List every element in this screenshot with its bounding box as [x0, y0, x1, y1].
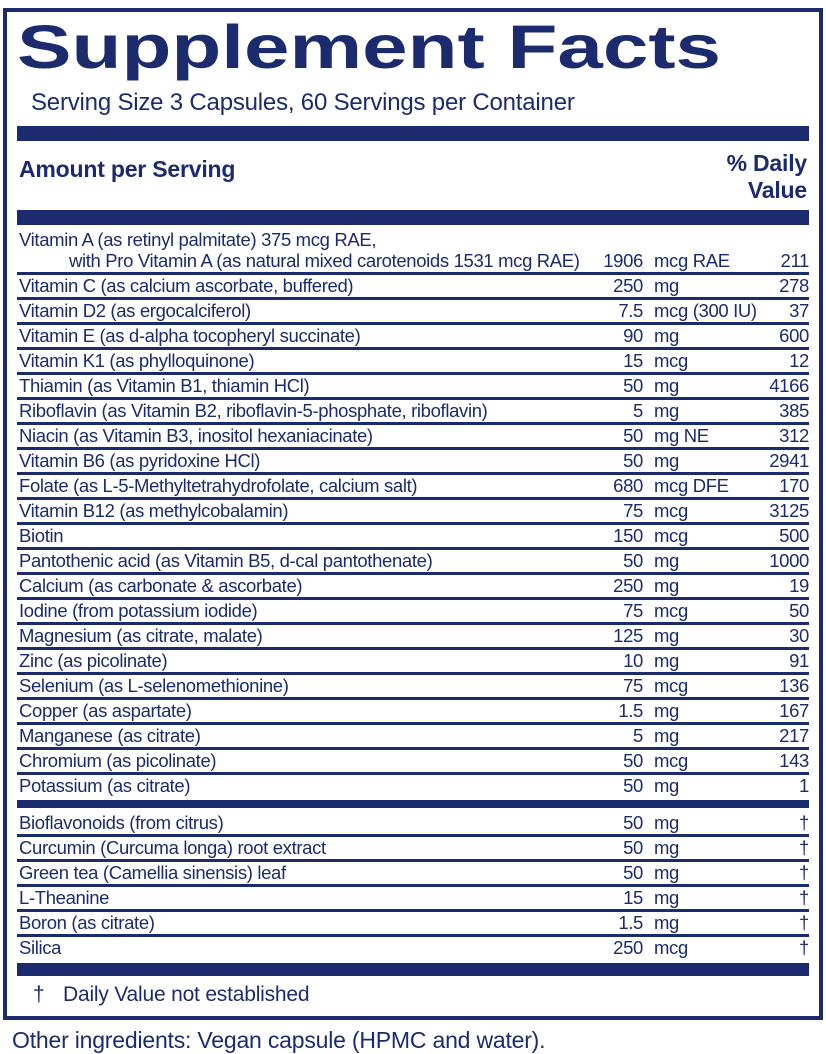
nutrient-amount: 50 — [623, 750, 643, 771]
nutrient-daily-value: 136 — [779, 675, 809, 696]
nutrient-daily-value: 170 — [779, 475, 809, 496]
nutrient-unit: mg — [654, 812, 679, 833]
table-row — [17, 650, 809, 672]
nutrient-name: Folate (as L-5-Methyltetrahydrofolate, calcium salt) — [19, 475, 418, 496]
nutrient-amount: 250 — [613, 575, 643, 596]
table-row — [17, 625, 809, 647]
nutrient-name: Potassium (as citrate) — [19, 775, 191, 796]
other-ingredients-line: Other ingredients: Vegan capsule (HPMC and water). — [12, 1027, 546, 1053]
amount-per-serving-header: Amount per Serving — [19, 156, 236, 182]
nutrient-daily-value: 385 — [779, 400, 809, 421]
nutrient-unit: mcg — [654, 750, 688, 771]
nutrient-amount: 250 — [613, 937, 643, 958]
botanicals-table — [17, 808, 809, 959]
nutrient-daily-value: 4166 — [769, 375, 809, 396]
section-divider-bar — [17, 800, 809, 808]
column-header-bottom-bar — [17, 210, 809, 225]
table-row — [17, 425, 809, 447]
nutrient-daily-value: † — [799, 837, 809, 858]
nutrient-name: Vitamin C (as calcium ascorbate, buffered) — [19, 275, 354, 296]
nutrient-unit: mg — [654, 912, 679, 933]
daily-value-header-line1: % Daily — [726, 150, 807, 176]
table-row — [17, 575, 809, 597]
nutrient-name: Vitamin D2 (as ergocalciferol) — [19, 300, 251, 321]
nutrient-unit: mg — [654, 725, 679, 746]
supplement-facts-panel — [3, 8, 823, 1020]
nutrient-name: Zinc (as picolinate) — [19, 650, 168, 671]
table-row — [17, 325, 809, 347]
table-row — [17, 812, 809, 834]
table-row — [17, 700, 809, 722]
nutrient-unit: mcg — [654, 600, 688, 621]
table-row — [17, 750, 809, 772]
table-row — [17, 300, 809, 322]
nutrient-daily-value: † — [799, 937, 809, 958]
nutrient-name: Niacin (as Vitamin B3, inositol hexaniacinate) — [19, 425, 373, 446]
nutrient-name: Copper (as aspartate) — [19, 700, 192, 721]
nutrient-name: Curcumin (Curcuma longa) root extract — [19, 837, 326, 858]
nutrient-amount: 125 — [613, 625, 643, 646]
nutrient-name: Riboflavin (as Vitamin B2, riboflavin-5-phosphate, riboflavin) — [19, 400, 488, 421]
nutrient-unit: mcg — [654, 937, 688, 958]
nutrient-amount: 150 — [613, 525, 643, 546]
nutrient-daily-value: 143 — [779, 750, 809, 771]
nutrient-name: Selenium (as L-selenomethionine) — [19, 675, 289, 696]
nutrient-unit: mg — [654, 775, 679, 796]
nutrient-name: Green tea (Camellia sinensis) leaf — [19, 862, 286, 883]
nutrient-amount: 50 — [623, 375, 643, 396]
nutrient-unit: mg — [654, 650, 679, 671]
table-row — [17, 725, 809, 747]
nutrient-amount: 50 — [623, 775, 643, 796]
nutrient-unit: mg — [654, 400, 679, 421]
nutrient-amount: 680 — [613, 475, 643, 496]
nutrient-name: with Pro Vitamin A (as natural mixed carotenoids 1531 mcg RAE) — [69, 250, 580, 271]
nutrient-unit: mg — [654, 550, 679, 571]
nutrient-unit: mg — [654, 887, 679, 908]
nutrient-amount: 75 — [623, 675, 643, 696]
nutrient-name: Manganese (as citrate) — [19, 725, 201, 746]
nutrient-name: Iodine (from potassium iodide) — [19, 600, 258, 621]
nutrient-unit: mcg (300 IU) — [654, 300, 757, 321]
table-row — [17, 375, 809, 397]
table-row — [17, 525, 809, 547]
nutrient-daily-value: 211 — [780, 250, 809, 271]
nutrient-unit: mg — [654, 837, 679, 858]
nutrient-name: Magnesium (as citrate, malate) — [19, 625, 263, 646]
table-row — [17, 862, 809, 884]
table-row — [17, 937, 809, 959]
nutrient-name: Chromium (as picolinate) — [19, 750, 217, 771]
nutrient-amount: 15 — [623, 350, 643, 371]
nutrient-name: Biotin — [19, 525, 64, 546]
nutrient-daily-value: 37 — [789, 300, 809, 321]
nutrient-daily-value: 2941 — [769, 450, 809, 471]
nutrient-amount: 1906 — [603, 250, 643, 271]
footnote-text: Daily Value not established — [63, 983, 310, 1006]
nutrient-amount: 50 — [623, 862, 643, 883]
nutrient-unit: mg — [654, 625, 679, 646]
nutrient-unit: mg — [654, 325, 679, 346]
daily-value-header — [727, 150, 807, 204]
nutrient-daily-value: † — [799, 912, 809, 933]
nutrient-amount: 75 — [623, 500, 643, 521]
table-row — [17, 600, 809, 622]
nutrient-name: Vitamin E (as d-alpha tocopheryl succinate) — [19, 325, 361, 346]
nutrient-amount: 1.5 — [618, 700, 643, 721]
nutrient-unit: mg — [654, 450, 679, 471]
nutrient-amount: 5 — [633, 400, 643, 421]
nutrient-daily-value: 91 — [789, 650, 809, 671]
nutrient-unit: mg — [654, 862, 679, 883]
nutrient-amount: 75 — [623, 600, 643, 621]
daily-value-header-line2: Value — [747, 177, 807, 203]
nutrient-amount: 90 — [623, 325, 643, 346]
nutrient-unit: mcg RAE — [654, 250, 730, 271]
nutrient-daily-value: 1000 — [769, 550, 809, 571]
nutrient-unit: mcg — [654, 500, 688, 521]
nutrient-name-line1: Vitamin A (as retinyl palmitate) 375 mcg RAE, — [19, 229, 377, 250]
nutrient-daily-value: 12 — [789, 350, 809, 371]
nutrient-amount: 50 — [623, 550, 643, 571]
nutrient-daily-value: † — [799, 862, 809, 883]
table-row — [17, 475, 809, 497]
nutrient-unit: mcg — [654, 525, 688, 546]
nutrient-daily-value: 50 — [789, 600, 809, 621]
nutrient-name: Bioflavonoids (from citrus) — [19, 812, 224, 833]
nutrient-amount: 50 — [623, 812, 643, 833]
nutrient-daily-value: 30 — [789, 625, 809, 646]
footnote-divider-bar — [17, 963, 809, 976]
nutrient-amount: 15 — [623, 887, 643, 908]
column-header-row — [17, 141, 809, 210]
nutrient-unit: mcg DFE — [654, 475, 729, 496]
panel-title: Supplement Facts — [17, 13, 722, 81]
nutrient-amount: 50 — [623, 425, 643, 446]
nutrient-name: Boron (as citrate) — [19, 912, 155, 933]
table-row — [17, 400, 809, 422]
nutrient-amount: 5 — [633, 725, 643, 746]
nutrient-daily-value: 312 — [779, 425, 809, 446]
nutrient-daily-value: 500 — [779, 525, 809, 546]
table-row — [17, 837, 809, 859]
table-row — [17, 450, 809, 472]
nutrient-name: Silica — [19, 937, 62, 958]
section-divider — [17, 800, 809, 808]
nutrient-unit: mcg — [654, 675, 688, 696]
nutrient-name: Vitamin B12 (as methylcobalamin) — [19, 500, 289, 521]
nutrient-name: Vitamin B6 (as pyridoxine HCl) — [19, 450, 261, 471]
header-divider-bar — [17, 126, 809, 141]
dagger-symbol: † — [33, 983, 45, 1006]
nutrient-amount: 1.5 — [618, 912, 643, 933]
nutrient-amount: 10 — [623, 650, 643, 671]
nutrient-daily-value: 167 — [779, 700, 809, 721]
table-row — [17, 675, 809, 697]
nutrient-amount: 250 — [613, 275, 643, 296]
nutrient-daily-value: 278 — [779, 275, 809, 296]
serving-size-line: Serving Size 3 Capsules, 60 Servings per Container — [31, 89, 575, 116]
nutrient-amount: 50 — [623, 837, 643, 858]
nutrient-daily-value: 3125 — [769, 500, 809, 521]
nutrient-unit: mg — [654, 375, 679, 396]
table-row — [17, 912, 809, 934]
nutrient-name: L-Theanine — [19, 887, 110, 908]
table-row — [17, 775, 809, 797]
nutrient-unit: mg — [654, 575, 679, 596]
vitamins-minerals-table — [17, 225, 809, 797]
nutrient-unit: mg NE — [654, 425, 709, 446]
nutrient-name: Calcium (as carbonate & ascorbate) — [19, 575, 303, 596]
nutrient-name: Thiamin (as Vitamin B1, thiamin HCl) — [19, 375, 310, 396]
nutrient-amount: 50 — [623, 450, 643, 471]
nutrient-name: Pantothenic acid (as Vitamin B5, d-cal pantothenate) — [19, 550, 433, 571]
table-row — [17, 350, 809, 372]
footnote — [17, 976, 809, 1016]
table-row — [17, 887, 809, 909]
nutrient-unit: mcg — [654, 350, 688, 371]
nutrient-amount: 7.5 — [618, 300, 643, 321]
nutrient-daily-value: 1 — [799, 775, 809, 796]
table-row — [17, 500, 809, 522]
nutrient-daily-value: 217 — [779, 725, 809, 746]
nutrient-daily-value: 19 — [789, 575, 809, 596]
nutrient-unit: mg — [654, 700, 679, 721]
table-row — [17, 250, 809, 272]
nutrient-name: Vitamin K1 (as phylloquinone) — [19, 350, 255, 371]
table-row — [17, 550, 809, 572]
nutrient-daily-value: † — [799, 812, 809, 833]
nutrient-unit: mg — [654, 275, 679, 296]
nutrient-daily-value: † — [799, 887, 809, 908]
table-row — [17, 275, 809, 297]
nutrient-daily-value: 600 — [779, 325, 809, 346]
